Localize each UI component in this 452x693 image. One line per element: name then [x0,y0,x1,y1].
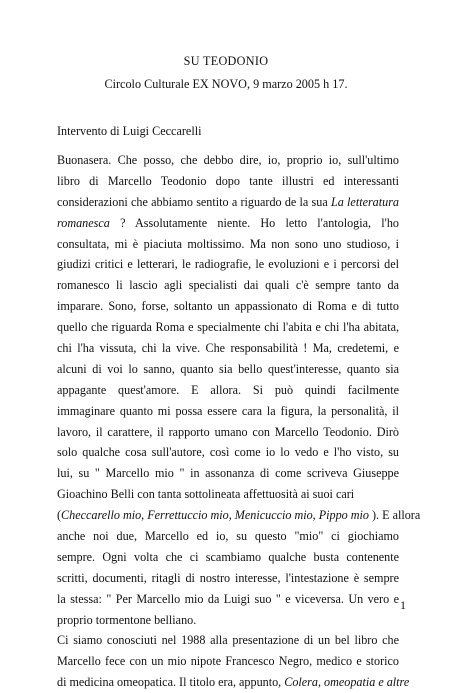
text-line [57,254,399,275]
text-line [57,171,399,192]
speech-body [57,150,421,693]
text-line [57,672,410,693]
line-text: giudizi critici e letterari, le radiografie, le evoluzioni e i percorsi del [57,257,399,272]
text-line [57,526,399,547]
line-text: Ci siamo conosciuti nel 1988 alla presentazione di un bel libro che [57,633,399,648]
document-title: SU TEODONIO [183,54,269,68]
line-text: quello che riguarda Roma e specialmente chi l'abita e chi l'ha abitata, [57,320,399,335]
text-line [57,296,399,317]
line-text: scritti, documenti, ritagli di nostro interesse, l'intestazione è sempre [57,570,399,585]
line-text: ? Assolutamente niente. Ho letto l'antologia, l'ho [109,215,399,230]
line-text: chi l'ha vissuta, chi la vive. Che responsabilità ! Ma, credetemi, e [57,341,399,356]
text-line [57,192,399,213]
text-line [57,338,399,359]
line-text: imparare. Sono, forse, soltanto un appassionato di Roma e di tutto [57,299,399,314]
text-line [57,505,421,526]
line-text: alcuni di voi lo sanno, quanto sia bello quest'interesse, quanto sia [57,361,399,376]
text-line [57,422,399,443]
text-line [57,484,399,505]
line-text: la stessa: " Per Marcello mio da Luigi suo " e viceversa. Un vero e [57,591,399,606]
line-text: ). E allora [368,508,421,523]
italic-title-text: Colera, omeopatia e altre [284,675,410,690]
text-line [57,275,399,296]
text-line [57,234,399,255]
text-line [57,463,399,484]
line-text: romanesco li lascio agli specialisti dai quali c'è sempre tanto da [57,278,399,293]
line-text: considerazioni che abbiamo sentito a riguardo de la sua [57,194,331,209]
text-line [57,630,399,651]
italic-title-text: Checcarello mio, Ferrettuccio mio, Menicuccio mio, Pippo mio [61,508,369,523]
text-line [57,213,399,234]
line-text: proprio tormentone belliano. [57,612,197,627]
text-line [57,359,399,380]
text-line [57,589,399,610]
line-text: appagante quest'amore. E allora. Si può quindi facilmente [57,382,399,397]
line-text: Buonasera. Che posso, che debbo dire, io, proprio io, sull'ultimo [57,153,399,167]
event-subtitle: Circolo Culturale EX NOVO, 9 marzo 2005 h 17. [104,77,348,91]
line-text: consultata, mi è piaciuta moltissimo. Ma non sono uno studioso, i [57,236,399,251]
text-line [57,442,399,463]
line-text: anche noi due, Marcello ed io, su questo "mio" ci giochiamo [57,529,399,544]
line-text: di medicina omeopatica. Il titolo era, appunto, [57,675,285,690]
text-line [57,150,399,171]
text-line [57,568,399,589]
text-line [57,317,399,338]
line-text: sempre. Ogni volta che ci scambiamo qualche busta contenente [57,549,399,564]
italic-title-text: romanesca [57,215,110,230]
line-text: ( [57,508,62,523]
line-text: immaginare quanto mi possa essere cara la figura, la personalità, il [57,403,399,418]
line-text: Gioachino Belli con tanta sottolineata affettuosità ai suoi cari [57,487,355,502]
italic-title-text: La letteratura [330,194,399,209]
text-line [57,380,399,401]
line-text: Marcello fece con un mio nipote Francesco Negro, medico e storico [57,654,399,669]
line-text: lavoro, il carattere, il rapporto umano con Marcello Teodonio. Dirò [57,424,399,439]
page-number: 1 [400,598,406,612]
text-line [57,547,399,568]
text-line [57,401,399,422]
line-text: libro di Marcello Teodonio dopo tante illustri ed interessanti [57,173,399,188]
text-line [57,610,399,631]
speaker-intro: Intervento di Luigi Ceccarelli [57,124,202,138]
text-line [57,651,399,672]
line-text: lui, su " Marcello mio " in assonanza di come scriveva Giuseppe [57,466,399,481]
line-text: solo qualche cosa sull'autore, così come io lo vedo e l'ho visto, su [57,445,399,460]
